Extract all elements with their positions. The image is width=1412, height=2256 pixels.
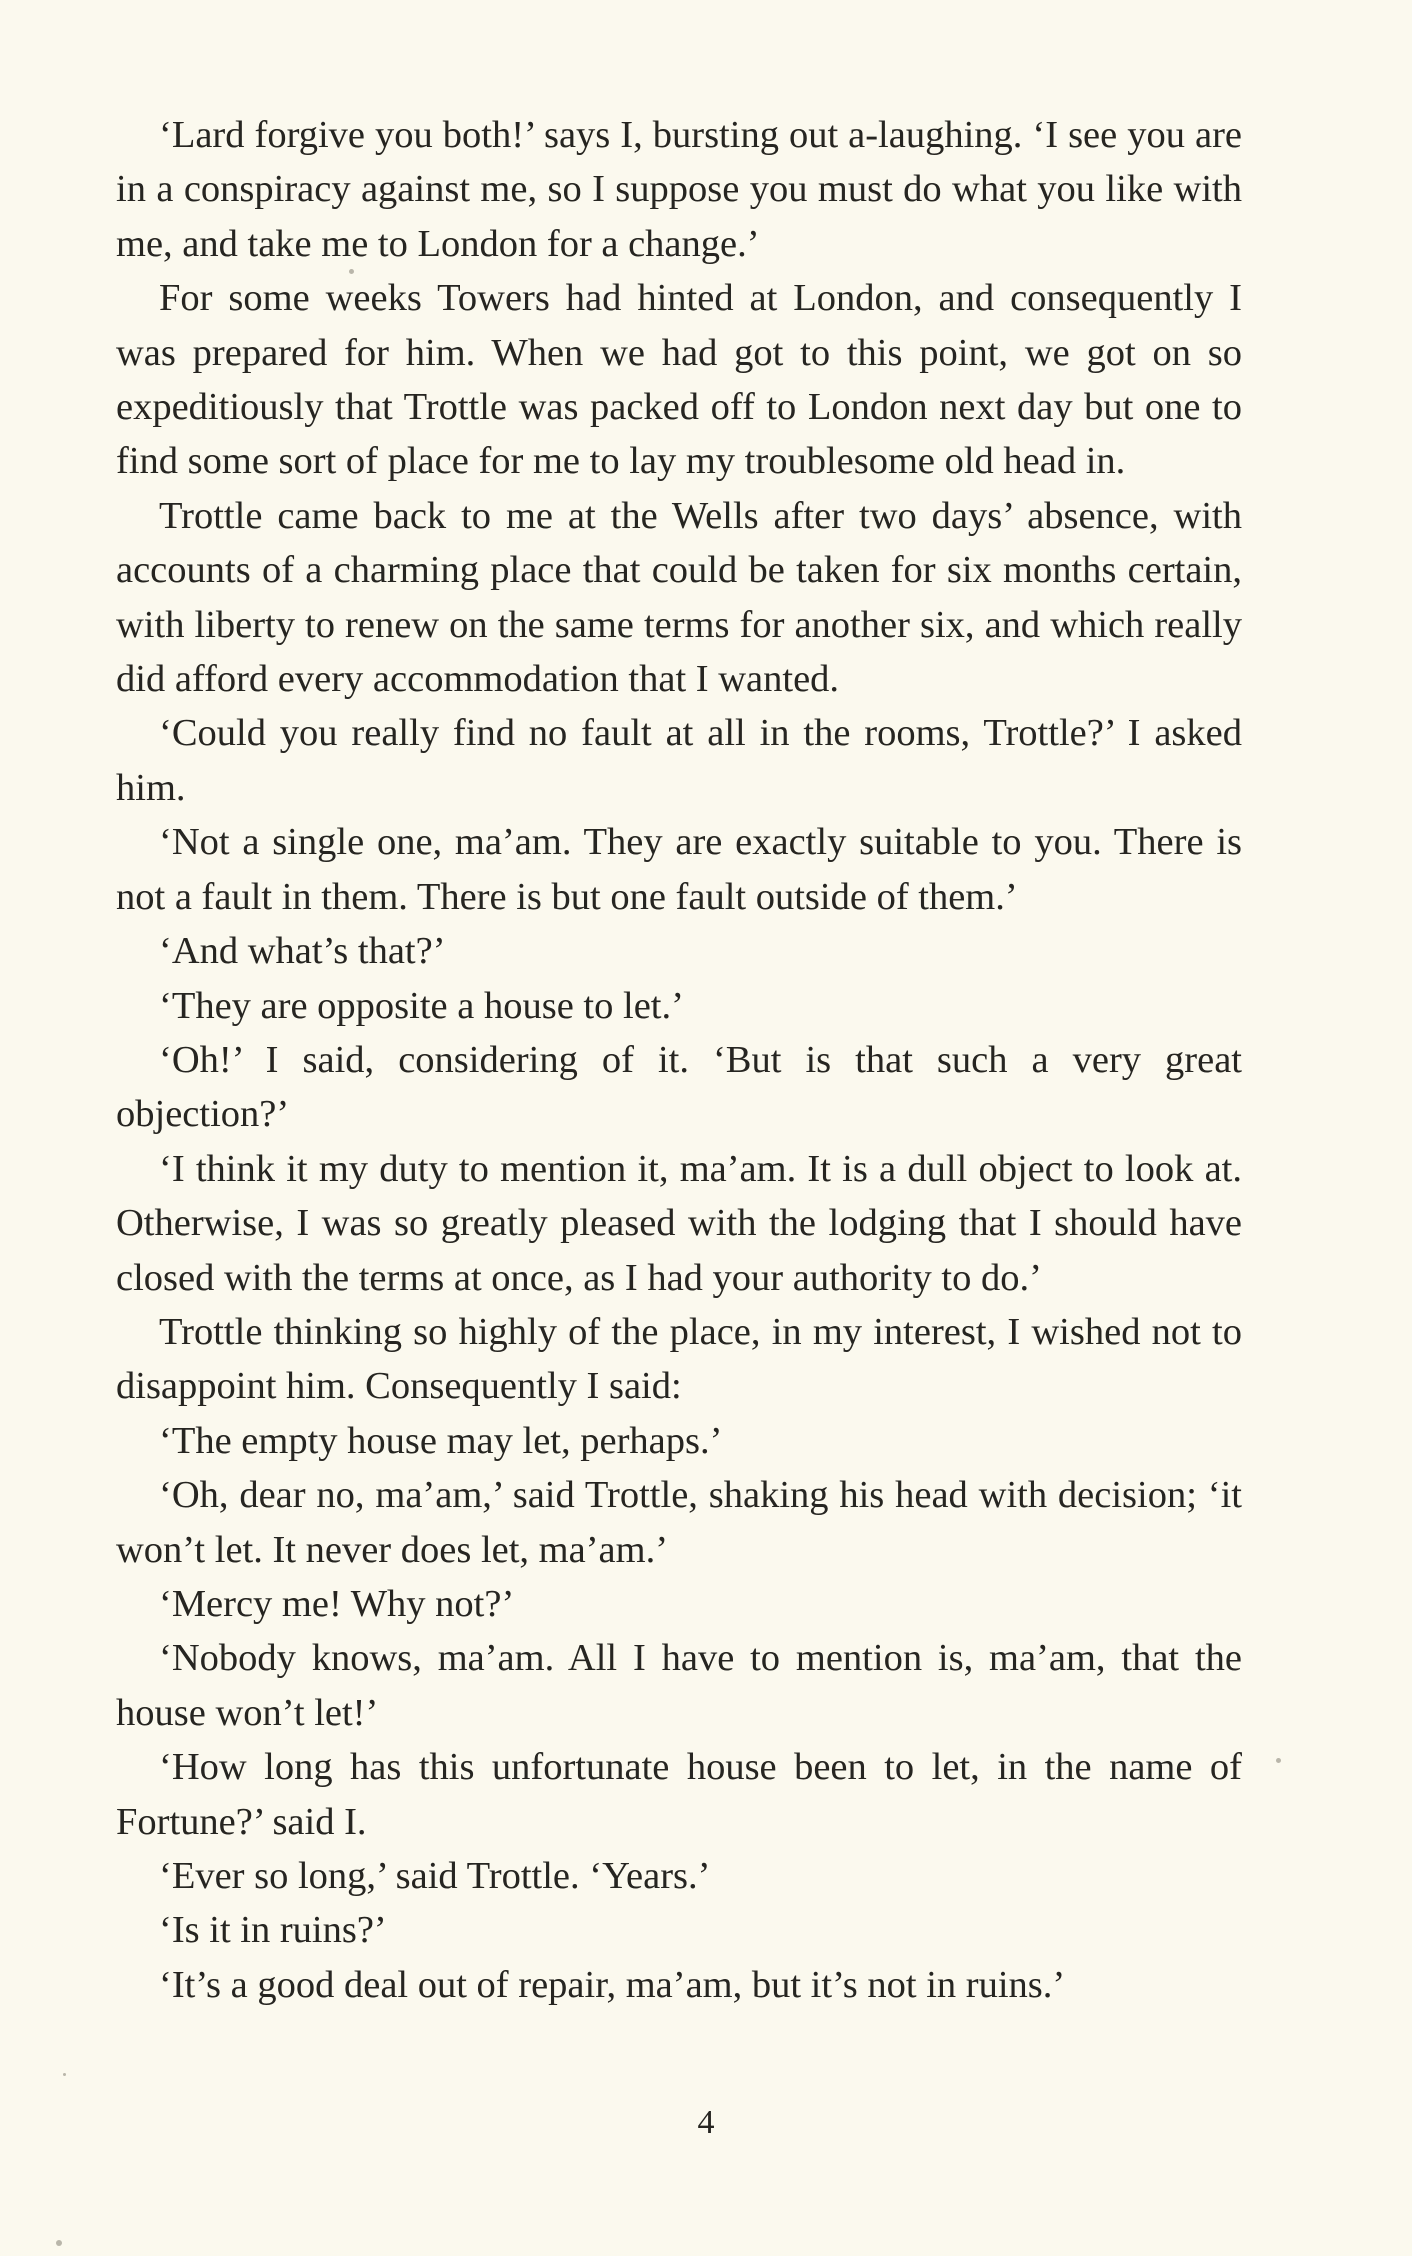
paragraph: ‘They are opposite a house to let.’ [159,984,684,1027]
paragraph: ‘How long has this unfortunate house been to let, in the name of Fortune?’ said I. [116,1746,1242,1843]
paragraph: ‘Is it in ruins?’ [159,1909,387,1952]
paragraph: ‘And what’s that?’ [159,930,446,973]
paragraph: ‘Could you really find no fault at all in the rooms, Trottle?’ I asked him. [116,712,1242,809]
scan-speck [349,269,354,274]
paragraph: ‘Oh!’ I said, considering of it. ‘But is that such a very great objection?’ [116,1038,1242,1136]
scan-speck [1276,1758,1281,1763]
paragraph: ‘Mercy me! Why not?’ [159,1582,515,1625]
paragraph: ‘The empty house may let, perhaps.’ [159,1419,723,1462]
paragraph: ‘Lard forgive you both!’ says I, bursting out a-laughing. ‘I see you are in a conspiracy against me, so I suppose you must do what you like with me, and take me to London for a change.’ [116,114,1242,265]
scan-speck [63,2073,66,2076]
paragraph: ‘Not a single one, ma’am. They are exactly suitable to you. There is not a fault in them. There is but one fault outside of them.’ [116,821,1242,918]
paragraph: ‘Ever so long,’ said Trottle. ‘Years.’ [159,1855,711,1897]
scan-speck [56,2240,62,2246]
paragraph: Trottle came back to me at the Wells after two days’ absence, with accounts of a charming place that could be taken for six months certain, with liberty to renew on the same terms for another six, and which really did afford every accommodation that I wanted. [116,494,1242,701]
body-text [116,108,1242,2012]
paragraph: ‘It’s a good deal out of repair, ma’am, but it’s not in ruins.’ [159,1963,1066,2006]
paragraph: ‘I think it my duty to mention it, ma’am. It is a dull object to look at. Otherwise, I was so greatly pleased with the lodging that I should have closed with the terms at once, as I had your authority to do.’ [116,1147,1242,1299]
page-number: 4 [697,2104,715,2141]
paragraph: For some weeks Towers had hinted at London, and consequently I was prepared for him. When we had got to this point, we got on so expeditiously that Trottle was packed off to London next day but one to find some sort of place for me to lay my troublesome old head in. [116,277,1242,483]
paragraph: ‘Oh, dear no, ma’am,’ said Trottle, shaking his head with decision; ‘it won’t let. It never does let, ma’am.’ [116,1474,1242,1571]
paragraph: ‘Nobody knows, ma’am. All I have to mention is, ma’am, that the house won’t let!’ [116,1637,1242,1734]
paragraph: Trottle thinking so highly of the place, in my interest, I wished not to disappoint him. Consequently I said: [116,1310,1242,1408]
